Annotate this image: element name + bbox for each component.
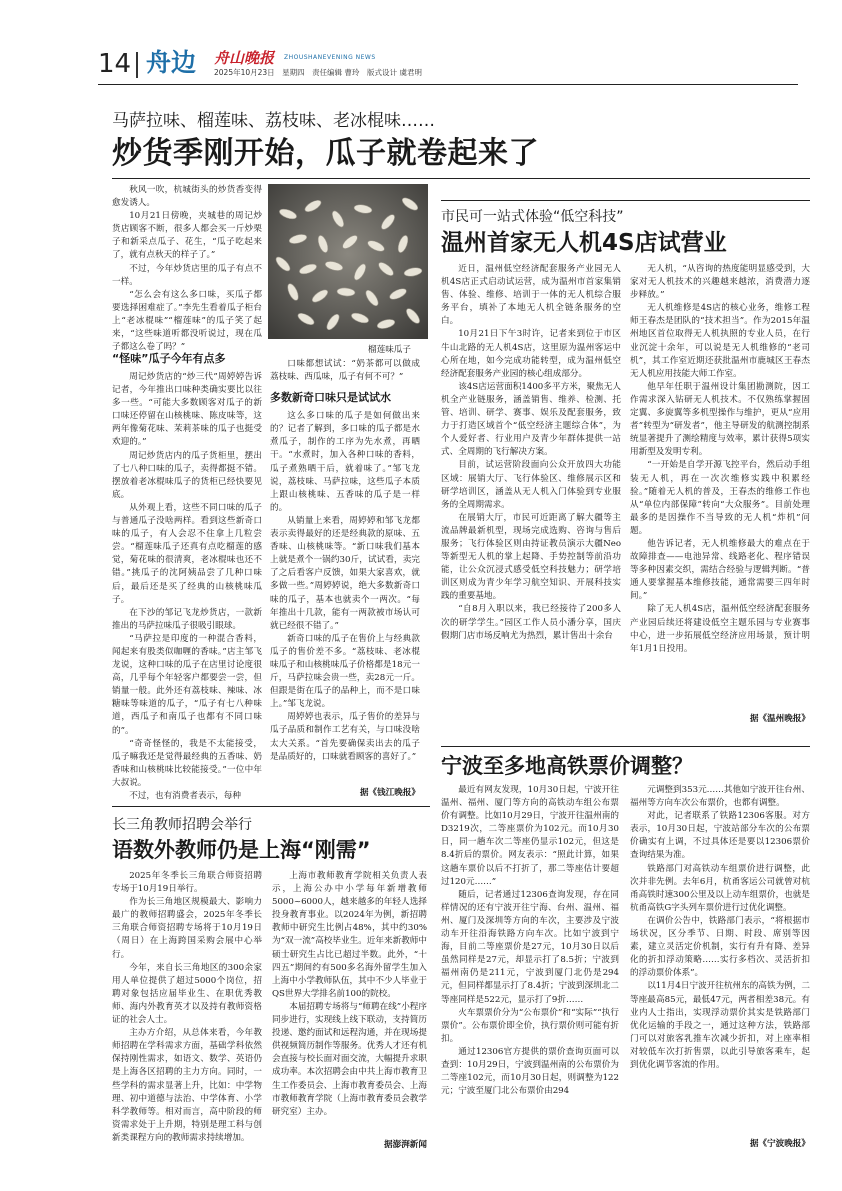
sunflower-seeds-photo (268, 184, 428, 339)
paragraph: “怎么会有这么多口味，买瓜子都要选择困难症了。”李先生看着瓜子柜台上“老冰棍味”“榴莲味”的瓜子笑了起来，“这些味道听都没听说过，现在瓜子都这么卷了吗？” (112, 289, 262, 353)
paragraph: 近日，温州低空经济配套服务产业园无人机4S店正式启动试运营，成为温州市首家集销售、体验、维修、培训于一体的无人机综合服务平台，填补了本地无人机全链条服务的空白。 (441, 264, 621, 327)
article4-column-2 (630, 784, 810, 1134)
paragraph: 最近有网友发现，10月30日起，宁波开往温州、福州、厦门等方向的高铁动车组公布票价有调整。比如10月29日，宁波开往温州南的D3219次，二等座票价为102元。而10月30日，同一趟车次二等座仍显示102元，但这是8.4折后的票价。网友表示：“照此计算，如果这趟车票价以后不打折了，那二等座估计要超过120元……” (441, 785, 619, 887)
paragraph: “马萨拉是印度的一种混合香料，闻起来有股类似咖喱的香味。”店主邹飞龙说，这种口味的瓜子在店里讨论度很高，几乎每个年轻客户都要尝一尝，但销量一般。此外还有荔枝味、辣味、冰糖味等味道的瓜子，“瓜子有七八种味道，西瓜子和南瓜子也都有不同口味的”。 (112, 633, 262, 736)
paragraph: 目前，试运营阶段面向公众开放四大功能区域：展销大厅、飞行体验区、维修展示区和研学培训区，涵盖从无人机入门体验到专业服务的全周期需求。 (441, 460, 621, 510)
article3-source: 据澎湃新闻 (384, 1140, 427, 1150)
paragraph: 火车票票价分为“公布票价”和“实际”“执行票价”。公布票价即全价，执行票价则可能有折扣。 (441, 1007, 619, 1044)
article2-column-1 (441, 263, 621, 743)
paragraph: 周记炒货店的“炒三代”周婷婷告诉记者，今年推出口味种类确实要比以往多一些。“可能大多数顾客对瓜子的新口味还停留在山核桃味、陈皮味等，这两年像菊花味、茉莉茶味的瓜子也挺受欢迎的。” (112, 372, 262, 448)
paragraph: “自8月入职以来，我已经接待了200多人次的研学学生。”园区工作人员小潘分享，国庆假期门店市场反响尤为热烈，累计售出十余台 (441, 604, 621, 641)
paragraph: 口味都想试试：“奶茶都可以做成荔枝味、西瓜味，瓜子有何不可？” (270, 359, 420, 383)
article1-rule (112, 178, 810, 179)
paragraph: 对此，记者联系了铁路12306客服。对方表示，10月30日起，宁波站部分车次的公布票价确实有上调，不过具体还是要以12306票价查询结果为准。 (630, 811, 810, 861)
paragraph: 随后，记者通过12306查询发现，存在同样情况的还有宁波开往宁海、台州、温州、福州、厦门及深圳等方向的车次，主要涉及宁波动车开往沿海铁路方向车次。比如宁波到宁海，目前二等座票价是27元，10月30日以后虽然同样是27元，却显示打了8.5折；宁波到福州南仍是211元，宁波到厦门北仍是294元，但同样都显示打了8.4折；宁波到深圳北二等座同样是522元，显示打了9折…… (441, 889, 619, 1005)
article1-subheading-2: 多数新奇口味只是试试水 (270, 391, 391, 405)
paragraph: 无人机，“从咨询的热度能明显感受到，大家对无人机技术的兴趣越来越浓，消费潜力逐步释放。” (630, 264, 810, 301)
article3-column-2 (272, 870, 427, 1138)
paper-pinyin: ZHOUSHANEVENING NEWS (284, 54, 376, 61)
article3-column-1 (112, 870, 262, 1150)
paragraph: 上海市教师教育学院相关负责人表示，上海公办中小学每年新增教师5000~6000人，越来越多的年轻人选择投身教育事业。以2024年为例，新招聘教师中研究生比例占48%，其中约30%为“双一流”高校毕业生。近年来新教师中硕士研究生占比已超过半数。此外，“十四五”期间约有500多名海外留学生加入上海中小学教师队伍，其中不少人毕业于QS世界大学排名前100的院校。 (272, 871, 427, 999)
paragraph: 本届招聘专场将与“师聘在线”小程序同步进行，实现线上线下联动，支持简历投递、邀约面试和远程沟通，并在现场提供视频简历制作等服务。优秀人才还有机会直接与校长面对面交流，大幅提升求职成功率。本次招聘会由中共上海市教育卫生工作委员会、上海市教育委员会、上海市教师教育学院（上海市教育委员会教学研究室）主办。 (272, 1001, 427, 1117)
article3-headline: 语数外教师仍是上海“刚需” (112, 838, 371, 862)
paragraph: 不过，今年炒货店里的瓜子有点不一样。 (112, 263, 262, 287)
paragraph: 10月21日下午3时许，记者来到位于市区牛山北路的无人机4S店，这里原为温州客运中心所在地，如今完成功能转型，成为温州低空经济配套服务产业园的核心组成部分。 (441, 329, 621, 379)
article3-kicker: 长三角教师招聘会举行 (112, 817, 252, 833)
photo-caption: 榴莲味瓜子 (368, 345, 411, 355)
paragraph: 以11月4日宁波开往杭州东的高铁为例，二等座最高85元，最低47元，两者相差38元。有业内人士指出，实现浮动票价其实是铁路部门优化运输的手段之一，通过这种方法，铁路部门可以对旅客乳推车次减少折扣，对上座率相对较低车次打折售票，以此引导旅客乘车，起到优化调节客流的作用。 (630, 981, 810, 1070)
paragraph: 通过12306官方提供的票价查询页面可以查到：10月29日，宁波到温州南的公布票价为二等座102元，而10月30日起，则调整为122元；宁波至厦门北公布票价由294 (441, 1046, 619, 1097)
paragraph: 秋风一吹，杭城街头的炒货香变得愈发诱人。 (112, 185, 262, 209)
paragraph: 铁路部门对高铁动车组票价进行调整，此次并非先例。去年6月，杭甬客运公司就曾对杭甬高铁时速300公里及以上动车组票价，也就是杭甬高铁G字头列车票价进行过优化调整。 (630, 863, 810, 913)
paragraph: “一开始是自学开源飞控平台，然后动手组装无人机，再在一次次维修实践中积累经验。”随着无人机的普及，王春杰的维修工作也从“单位内部保障”转向“大众服务”。目前处理最多的是因操作不当导致的无人机“炸机”问题。 (630, 460, 810, 536)
article1-subheading-1: “怪味”瓜子今年有点多 (112, 352, 226, 365)
article4-headline: 宁波至多地高铁票价调整？ (441, 754, 693, 778)
article1-column-1 (112, 345, 262, 801)
article2-kicker: 市民可一站式体验“低空科技” (441, 209, 624, 225)
article2-headline: 温州首家无人机4S店试营业 (441, 230, 727, 256)
paragraph: 在调价公告中，铁路部门表示，“将根据市场状况，区分季节、日期、时段、席别等因素，建立灵活定价机制，实行有升有降、差异化的折扣浮动策略……实行多档次、灵活折扣的浮动票价体系”。 (630, 915, 810, 979)
page-number: 14 (98, 49, 132, 79)
paragraph: 10月21日傍晚，夹城巷的周记炒货店顾客不断，很多人都会买一斤炒栗子和新采点瓜子、花生，“瓜子吃起来了，就有点秋天的样子了。” (112, 211, 262, 261)
paragraph: 他告诉记者，无人机维修最大的难点在于故障排查——电池异常、线路老化、程序错误等多种因素交织，需结合经验与逻辑判断。“普通人要掌握基本维修技能，通常需要三四年时间。” (630, 538, 810, 602)
article3-top-rule (112, 806, 430, 807)
paragraph: 该4S店运营面积1400多平方米，聚焦无人机全产业链服务，涵盖销售、维养、检测、托管、培训、研学、赛事、娱乐及配套服务，致力于打造区域首个“低空经济主题综合体”，为个人爱好者、行业用户及青少年群体提供一站式、全周期的飞行解决方案。 (441, 381, 621, 458)
article4-column-1 (441, 784, 619, 1149)
paragraph: 今年，来自长三角地区的300余家用人单位提供了超过5000个岗位，招聘对象包括应届毕业生、在职优秀教师、海内外教育英才以及持有教师资格证的社会人士。 (112, 962, 262, 1026)
article1-kicker: 马萨拉味、榴莲味、荔枝味、老冰棍味…… (112, 111, 435, 131)
article2-top-rule (441, 200, 810, 201)
paragraph: 从外观上看，这些不同口味的瓜子与普通瓜子没啥两样。看到这些新奇口味的瓜子，有人会忍不住拿上几粒尝尝。“榴莲味瓜子还真有点吃榴莲的感觉，菊花味的很清爽，老冰棍味也还不错。”挑瓜子的沈阿姨品尝了几种口味后，最后还是买了经典的山核桃味瓜子。 (112, 502, 262, 605)
paragraph: 他早年任职于温州设计集团勘测院，因工作需求深入钻研无人机技术。不仅熟练掌握固定翼、多旋翼等多机型操作与维护，更从“应用者”转型为“研发者”，他主导研发的航测控制系统显著提升了测绘精度与效率，累计获得5项实用新型及发明专利。 (630, 381, 810, 458)
paragraph: 作为长三角地区规模最大、影响力最广的教师招聘盛会，2025年冬季长三角联合师资招聘专场将于10月19日（周日）在上海跨国采购会展中心举行。 (112, 897, 262, 960)
paragraph: 新奇口味的瓜子在售价上与经典款瓜子的售价差不多。“荔枝味、老冰棍味瓜子和山核桃味瓜子价格都是18元一斤，马萨拉味会贵一些，卖28元一斤。但跟是街在瓜子的品种上，而不是口味上。”邹飞龙说。 (270, 633, 420, 710)
article2-source: 据《温州晚报》 (749, 714, 810, 724)
article1-headline: 炒货季刚开始，瓜子就卷起来了 (112, 136, 539, 171)
paragraph: 在展销大厅，市民可近距离了解大疆等主流品牌最新机型，现场完成选购、咨询与售后服务；飞行体验区则由持证教员演示大疆Neo等新型无人机的掌上起降、手势控制等前沿功能，让公众沉浸式感受低空科技魅力；研学培训区则成为青少年学习航空知识、开展科技实践的重要基地。 (441, 512, 621, 602)
masthead (0, 0, 842, 80)
paragraph: 周记炒货店内的瓜子货柜里，摆出了七八种口味的瓜子，卖得都挺不错。摆放着老冰棍味瓜子的货柜已经快要见底。 (112, 450, 262, 500)
paragraph: 主办方介绍，从总体来看，今年教师招聘在学科需求方面，基础学科依然保持刚性需求，如语文、数学、英语仍是上海各区招聘的主力方向。同时，一些学科的需求显著上升，比如：中学物理、初中道德与法治、中学体育、小学科学教师等。相对而言，高中阶段的师资需求处于上升期，特别是理工科与创新类课程方向的教师需求持续增加。 (112, 1028, 262, 1143)
paragraph: 2025年冬季长三角联合师资招聘专场于10月19日举行。 (112, 871, 262, 895)
paragraph: 无人机维修是4S店的核心业务，维修工程师王春杰是团队的“技术担当”。作为2015年温州地区首位取得无人机执照的专业人员，在行业沉淀十余年，可以说是无人机维修的“老司机”，其工作室近期还获批温州市鹿城区王春杰无人机应用技能大师工作室。 (630, 303, 810, 379)
paragraph: 周婷婷也表示，瓜子售价的差异与瓜子品质和制作工艺有关，与口味没啥太大关系。“首先要确保卖出去的瓜子是品质好的，口味就看顾客的喜好了。” (270, 712, 420, 762)
paragraph: 从销量上来看，周婷婷和邹飞龙都表示卖得最好的还是经典款的原味、五香味、山核桃味等。“新口味我们基本上就是煮个一锅约30斤，试试看，卖完了之后看客户反馈，如果大家喜欢，就多做一些。”周婷婷说，绝大多数新奇口味的瓜子，基本也就卖个一两次。“每年推出十几款，能有一两款被市场认可就已经很不错了。” (270, 515, 420, 631)
article2-bottom-rule (441, 746, 810, 747)
seeds-image-icon (268, 184, 428, 339)
paragraph: 除了无人机4S店，温州低空经济配套服务产业园后续还将建设低空主题乐园与专业赛事中心，进一步拓展低空经济应用场景，预计明年1月1日投用。 (630, 604, 810, 654)
paragraph: “奇奇怪怪的，我是不太能接受，瓜子嘛我还是觉得最经典的五香味、奶香味和山核桃味比较能接受。”一位中年大叔说。 (112, 738, 262, 788)
article2-column-2 (630, 263, 810, 703)
article1-column-1-intro (112, 184, 262, 353)
article1-column-2 (270, 358, 420, 784)
masthead-divider (136, 52, 138, 78)
masthead-rule (98, 84, 798, 85)
paragraph: 这么多口味的瓜子是如何做出来的？记者了解到，多口味的瓜子都是水煮瓜子，制作的工序为先水煮，再晒干。“水煮时，加入各种口味的香料，瓜子煮熟晒干后，就着味了。”邹飞龙说，荔枝味、马萨拉味，这些瓜子本质上跟山核桃味、五香味的瓜子是一样的。 (270, 411, 420, 513)
paragraph: 在下沙的邹记飞龙炒货店，一款新推出的马萨拉味瓜子很吸引眼球。 (112, 607, 262, 631)
paragraph: 不过，也有消费者表示，每种 (129, 791, 241, 801)
paragraph: 元调整到353元……其他如宁波开往台州、福州等方向车次公布票价，也都有调整。 (630, 785, 810, 809)
article4-source: 据《宁波晚报》 (749, 1139, 810, 1149)
paper-name-logo: 舟山晚报 (214, 49, 275, 67)
section-name: 舟边 (146, 48, 197, 77)
article1-source: 据《钱江晚报》 (359, 788, 420, 798)
date-line: 2025年10月23日 星期四 责任编辑 曹玲 版式设计 虞君明 (214, 68, 422, 77)
